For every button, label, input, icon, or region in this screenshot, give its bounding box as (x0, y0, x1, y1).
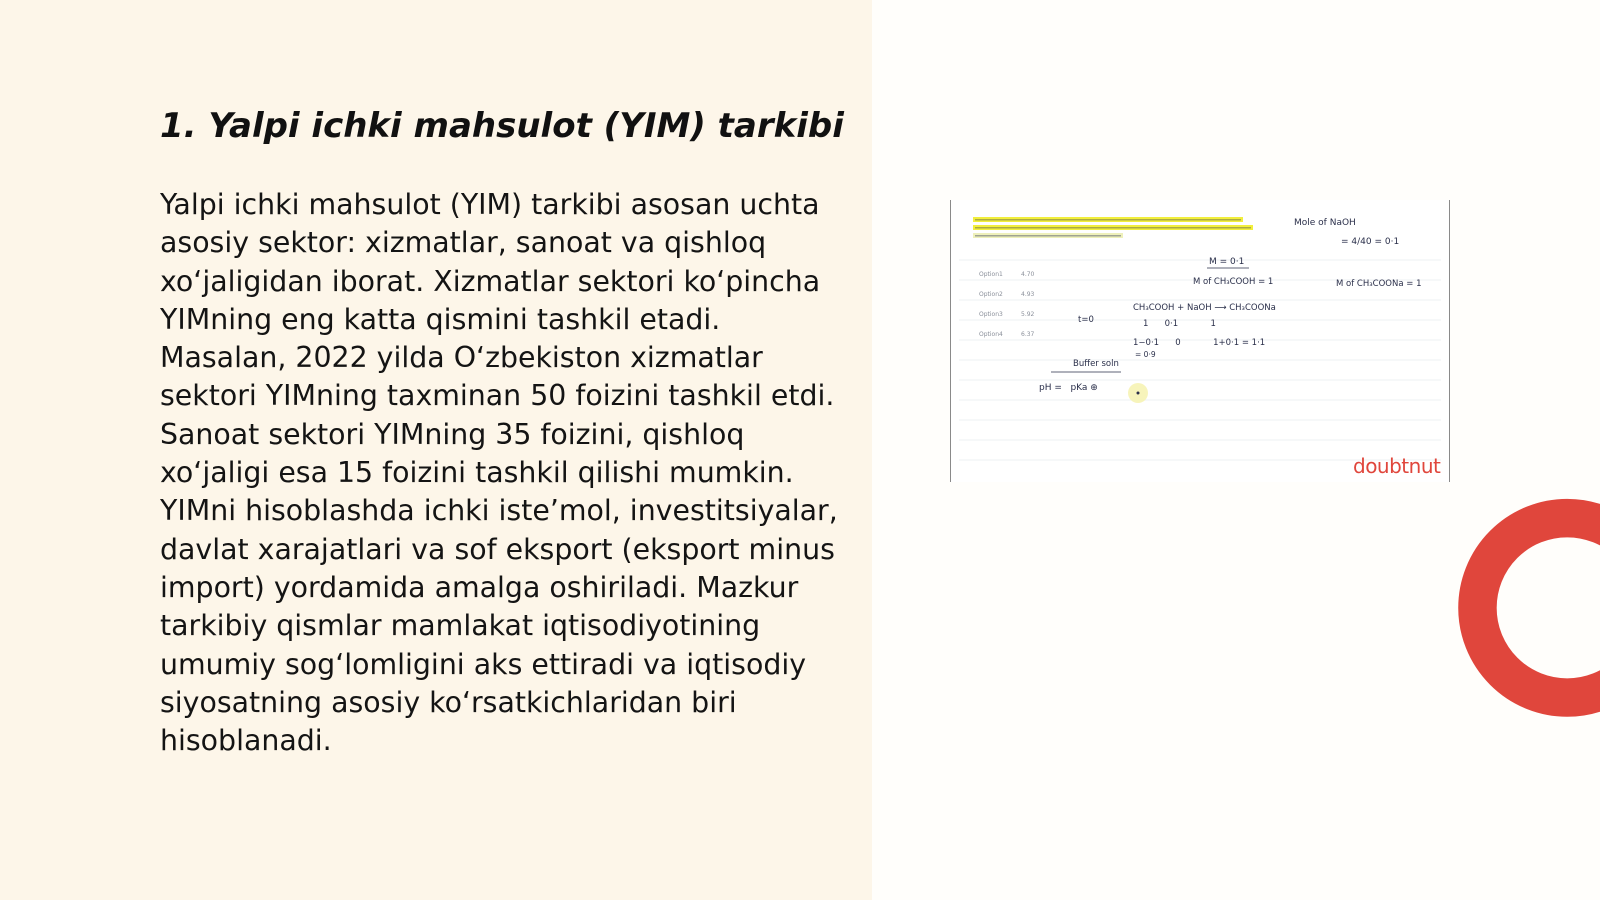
note-after-values: 1−0·1 0 1+0·1 = 1·1 (1133, 338, 1266, 348)
doubtnut-logo (1331, 454, 1449, 478)
option-1-label: Option1 (979, 271, 1003, 278)
option-4-label: Option4 (979, 331, 1003, 338)
note-mole-naoh: Mole of NaOH (1294, 218, 1356, 228)
slide-body-text: Yalpi ichki mahsulot (YIM) tarkibi asosan uchta asosiy sektor: xizmatlar, sanoat va qishloq xo‘jaligidan iborat. Xizmatlar sektori ko‘pincha YIMning eng katta qismini tashkil etadi. Masalan, 2022 yilda O‘zbekiston xizmatlar sektori YIMning taxminan 50 foizini tashkil etdi. Sanoat sektori YIMning 35 foizini, qishloq xo‘jaligi esa 15 foizini tashkil qilishi mumkin. YIMni hisoblashda ichki iste’mol, investitsiyalar, davlat xarajatlari va sof eksport (eksport minus import) yordamida amalga oshiriladi. Mazkur tarkibiy qismlar mamlakat iqtisodiyotining umumiy sog‘lomligini aks ettiradi va iqtisodiy siyosatning asosiy ko‘rsatkichlaridan biri hisoblanadi. (160, 188, 838, 758)
note-buffer: Buffer soln (1073, 359, 1119, 369)
note-m-value: M = 0·1 (1209, 257, 1245, 267)
option-3-value: 5.92 (1021, 311, 1035, 318)
option-4-value: 6.37 (1021, 331, 1035, 338)
note-m-ch3cooh: M of CH₃COOH = 1 (1193, 277, 1274, 287)
note-ph-line: pH = pKa ⊕ (1039, 383, 1098, 393)
option-3-label: Option3 (979, 311, 1003, 318)
question-highlight (973, 217, 1253, 238)
slide-title: 1. Yalpi ichki mahsulot (YIM) tarkibi (160, 106, 844, 146)
ruled-lines (959, 260, 1441, 460)
option-2-value: 4.93 (1021, 291, 1035, 298)
solution-drawing (951, 200, 1449, 482)
note-t0-values: 1 0·1 1 (1143, 319, 1216, 329)
cursor-dot (1137, 392, 1140, 395)
note-t0-label: t=0 (1078, 315, 1094, 325)
solution-screenshot (950, 200, 1450, 482)
note-mole-calc: = 4/40 = 0·1 (1341, 237, 1400, 247)
option-2-label: Option2 (979, 291, 1003, 298)
note-m-ch3coona: M of CH₃COONa = 1 (1336, 279, 1422, 289)
doubtnut-logo-text: doubtnut (1353, 454, 1441, 478)
option-1-value: 4.70 (1021, 271, 1035, 278)
doubtnut-logo-icon (1331, 454, 1600, 736)
note-reaction: CH₃COOH + NaOH ⟶ CH₃COONa (1133, 303, 1276, 313)
note-after-sub: = 0·9 (1135, 350, 1156, 359)
